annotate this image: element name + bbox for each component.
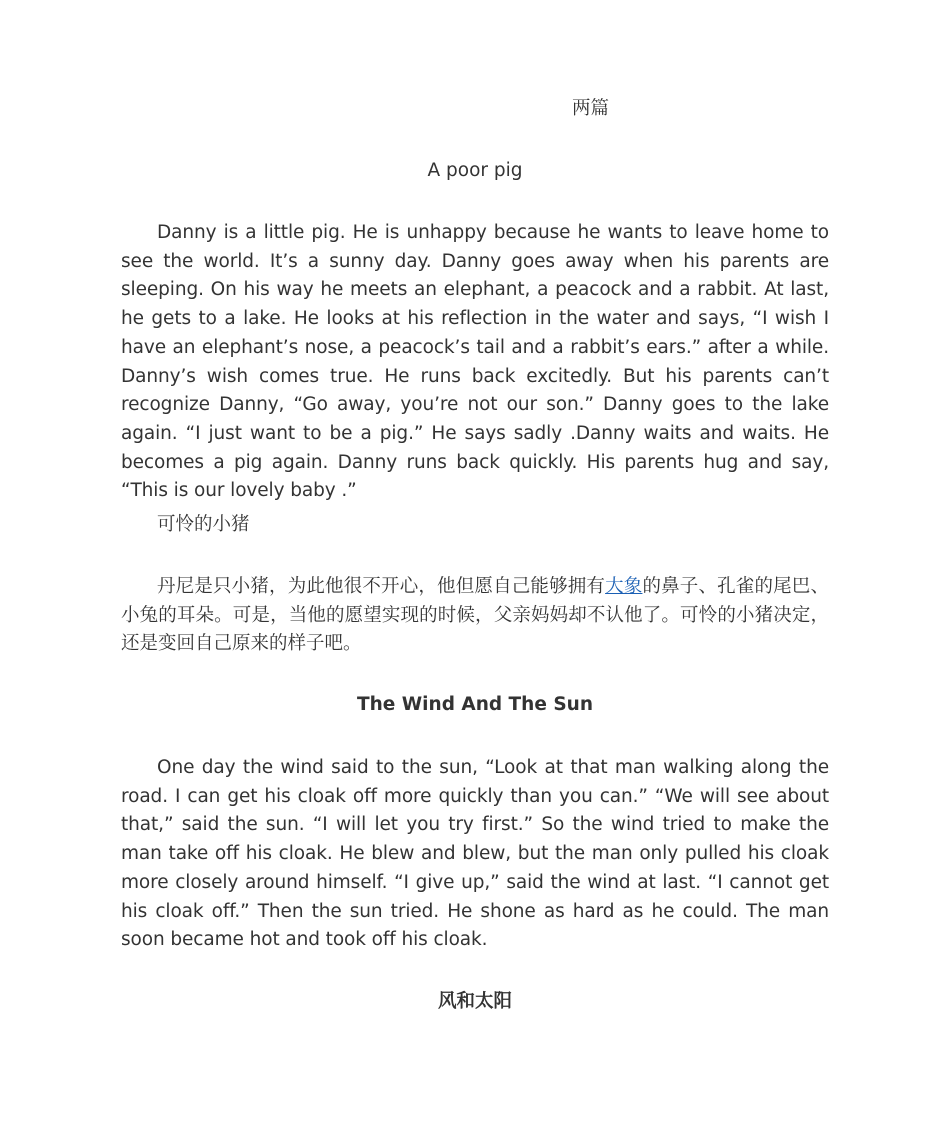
- story1-cn-body-after: 的鼻子、孔雀的尾巴、小兔的耳朵。可是，当他的愿望实现的时候，父亲妈妈却不认他了。可怜的小猪决定，还是变回自己原来的样子吧。: [121, 576, 829, 654]
- elephant-link[interactable]: 大象: [605, 576, 643, 597]
- document-header: 两篇: [572, 98, 610, 119]
- story1-cn-body-before: 丹尼是只小猪，为此他很不开心，他但愿自己能够拥有: [157, 576, 606, 597]
- story2-cn-title: 风和太阳: [437, 991, 512, 1012]
- story1-body: Danny is a little pig. He is unhappy because he wants to leave home to see the world. It’s a sunny day. Danny goes away when his parents are sleeping. On his way he meets an elephant, a peacock and a rabbit. At last, he gets to a lake. He looks at his reflection in the water and says, “I wish I have an elephant’s nose, a peacock’s tail and a rabbit’s ears.” after a while. Danny’s wish comes true. He runs back excitedly. But his parents can’t recognize Danny, “Go away, you’re not our son.” Danny goes to the lake again. “I just want to be a pig.” He says sadly .Danny waits and waits. He becomes a pig again. Danny runs back quickly. His parents hug and say, “This is our lovely baby .”: [121, 222, 829, 502]
- story1-cn-title: 可怜的小猪: [157, 514, 250, 535]
- story2-title: The Wind And The Sun: [357, 694, 593, 715]
- story1-title: A poor pig: [427, 160, 523, 181]
- story2-body: One day the wind said to the sun, “Look at that man walking along the road. I can get his cloak off more quickly than you can.” “We will see about that,” said the sun. “I will let you try first.” So the wind tried to make the man take off his cloak. He blew and blew, but the man only pulled his cloak more closely around himself. “I give up,” said the wind at last. “I cannot get his cloak off.” Then the sun tried. He shone as hard as he could. The man soon became hot and took off his cloak.: [121, 757, 829, 951]
- story1-cn-body: [121, 573, 829, 659]
